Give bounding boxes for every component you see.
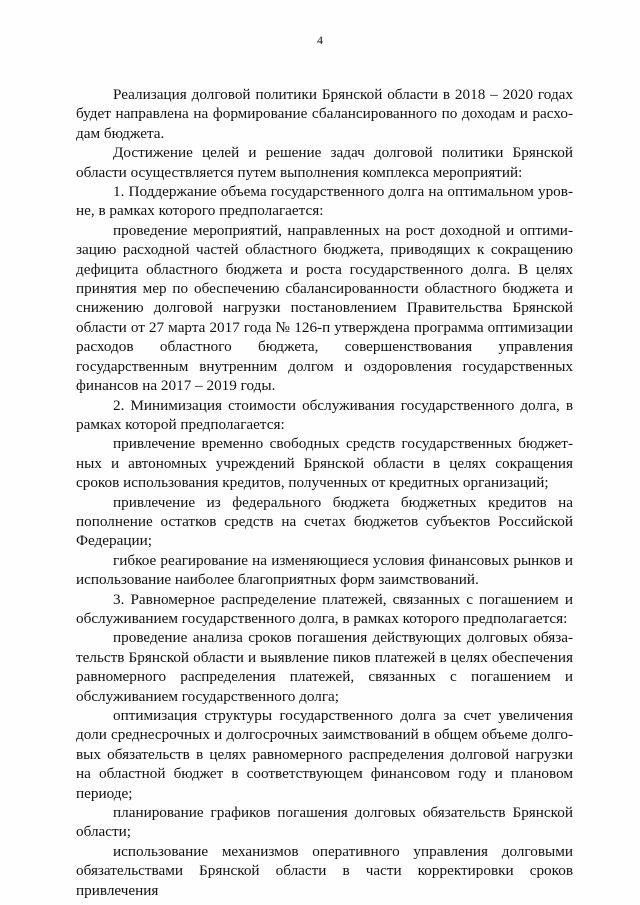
paragraph: привлечение временно свободных средств государственных бюджетных и автономных учреждений Брянской области в целях сокращения сроков использования кредитов, полученных от кредитных организаций; xyxy=(76,435,573,492)
paragraph: оптимизация структуры государственного долга за счет увеличения доли среднесрочных и долгосрочных заимствований в общем объеме долговых обязательств в целях равномерного распределения долговой нагрузки на областной бюджет в соответствующем финансовом году и плановом периоде; xyxy=(76,707,573,802)
paragraph: проведение мероприятий, направленных на рост доходной и оптимизацию расходной частей областного бюджета, приводящих к сокращению дефицита областного бюджета и роста государственного долга. В целях принятия мер по обеспечению сбалансированности областного бюджета и снижению долговой нагрузки постановлением Правительства Брянской области от 27 марта 2017 года № 126-п утверждена программа оптимизации расходов областного бюджета, совершенствования управления государственным внутренним долгом и оздоровления государственных финансов на 2017 – 2019 годы. xyxy=(76,221,573,395)
paragraph: 2. Минимизация стоимости обслуживания государственного долга, в рамках которой предполагается: xyxy=(76,396,573,433)
paragraph: привлечение из федерального бюджета бюджетных кредитов на пополнение остатков средств на счетах бюджетов субъектов Российской Федерации; xyxy=(76,493,573,550)
paragraph: гибкое реагирование на изменяющиеся условия финансовых рынков и использование наиболее благоприятных форм заимствований. xyxy=(76,551,573,589)
document-body xyxy=(76,85,573,900)
paragraph: проведение анализа сроков погашения действующих долговых обязательств Брянской области и выявление пиков платежей в целях обеспечения равномерного распределения платежей, связанных с погашением и обслуживанием государственного долга; xyxy=(76,629,573,705)
paragraph: Реализация долговой политики Брянской области в 2018 – 2020 годах будет направлена на формирование сбалансированного по доходам и расходам бюджета. xyxy=(76,86,573,142)
paragraph: планирование графиков погашения долговых обязательств Брянской области; xyxy=(76,804,573,841)
paragraph: Достижение целей и решение задач долговой политики Брянской области осуществляется путем выполнения комплекса мероприятий: xyxy=(76,144,573,181)
paragraph: использование механизмов оперативного управления долговыми обязательствами Брянской области в части корректировки сроков привлечения xyxy=(76,842,573,899)
page-number: 4 xyxy=(317,33,323,47)
paragraph: 3. Равномерное распределение платежей, связанных с погашением и обслуживанием государственного долга, в рамках которого предполагается: xyxy=(76,590,573,627)
paragraph: 1. Поддержание объема государственного долга на оптимальном уровне, в рамках которого предполагается: xyxy=(76,183,573,220)
